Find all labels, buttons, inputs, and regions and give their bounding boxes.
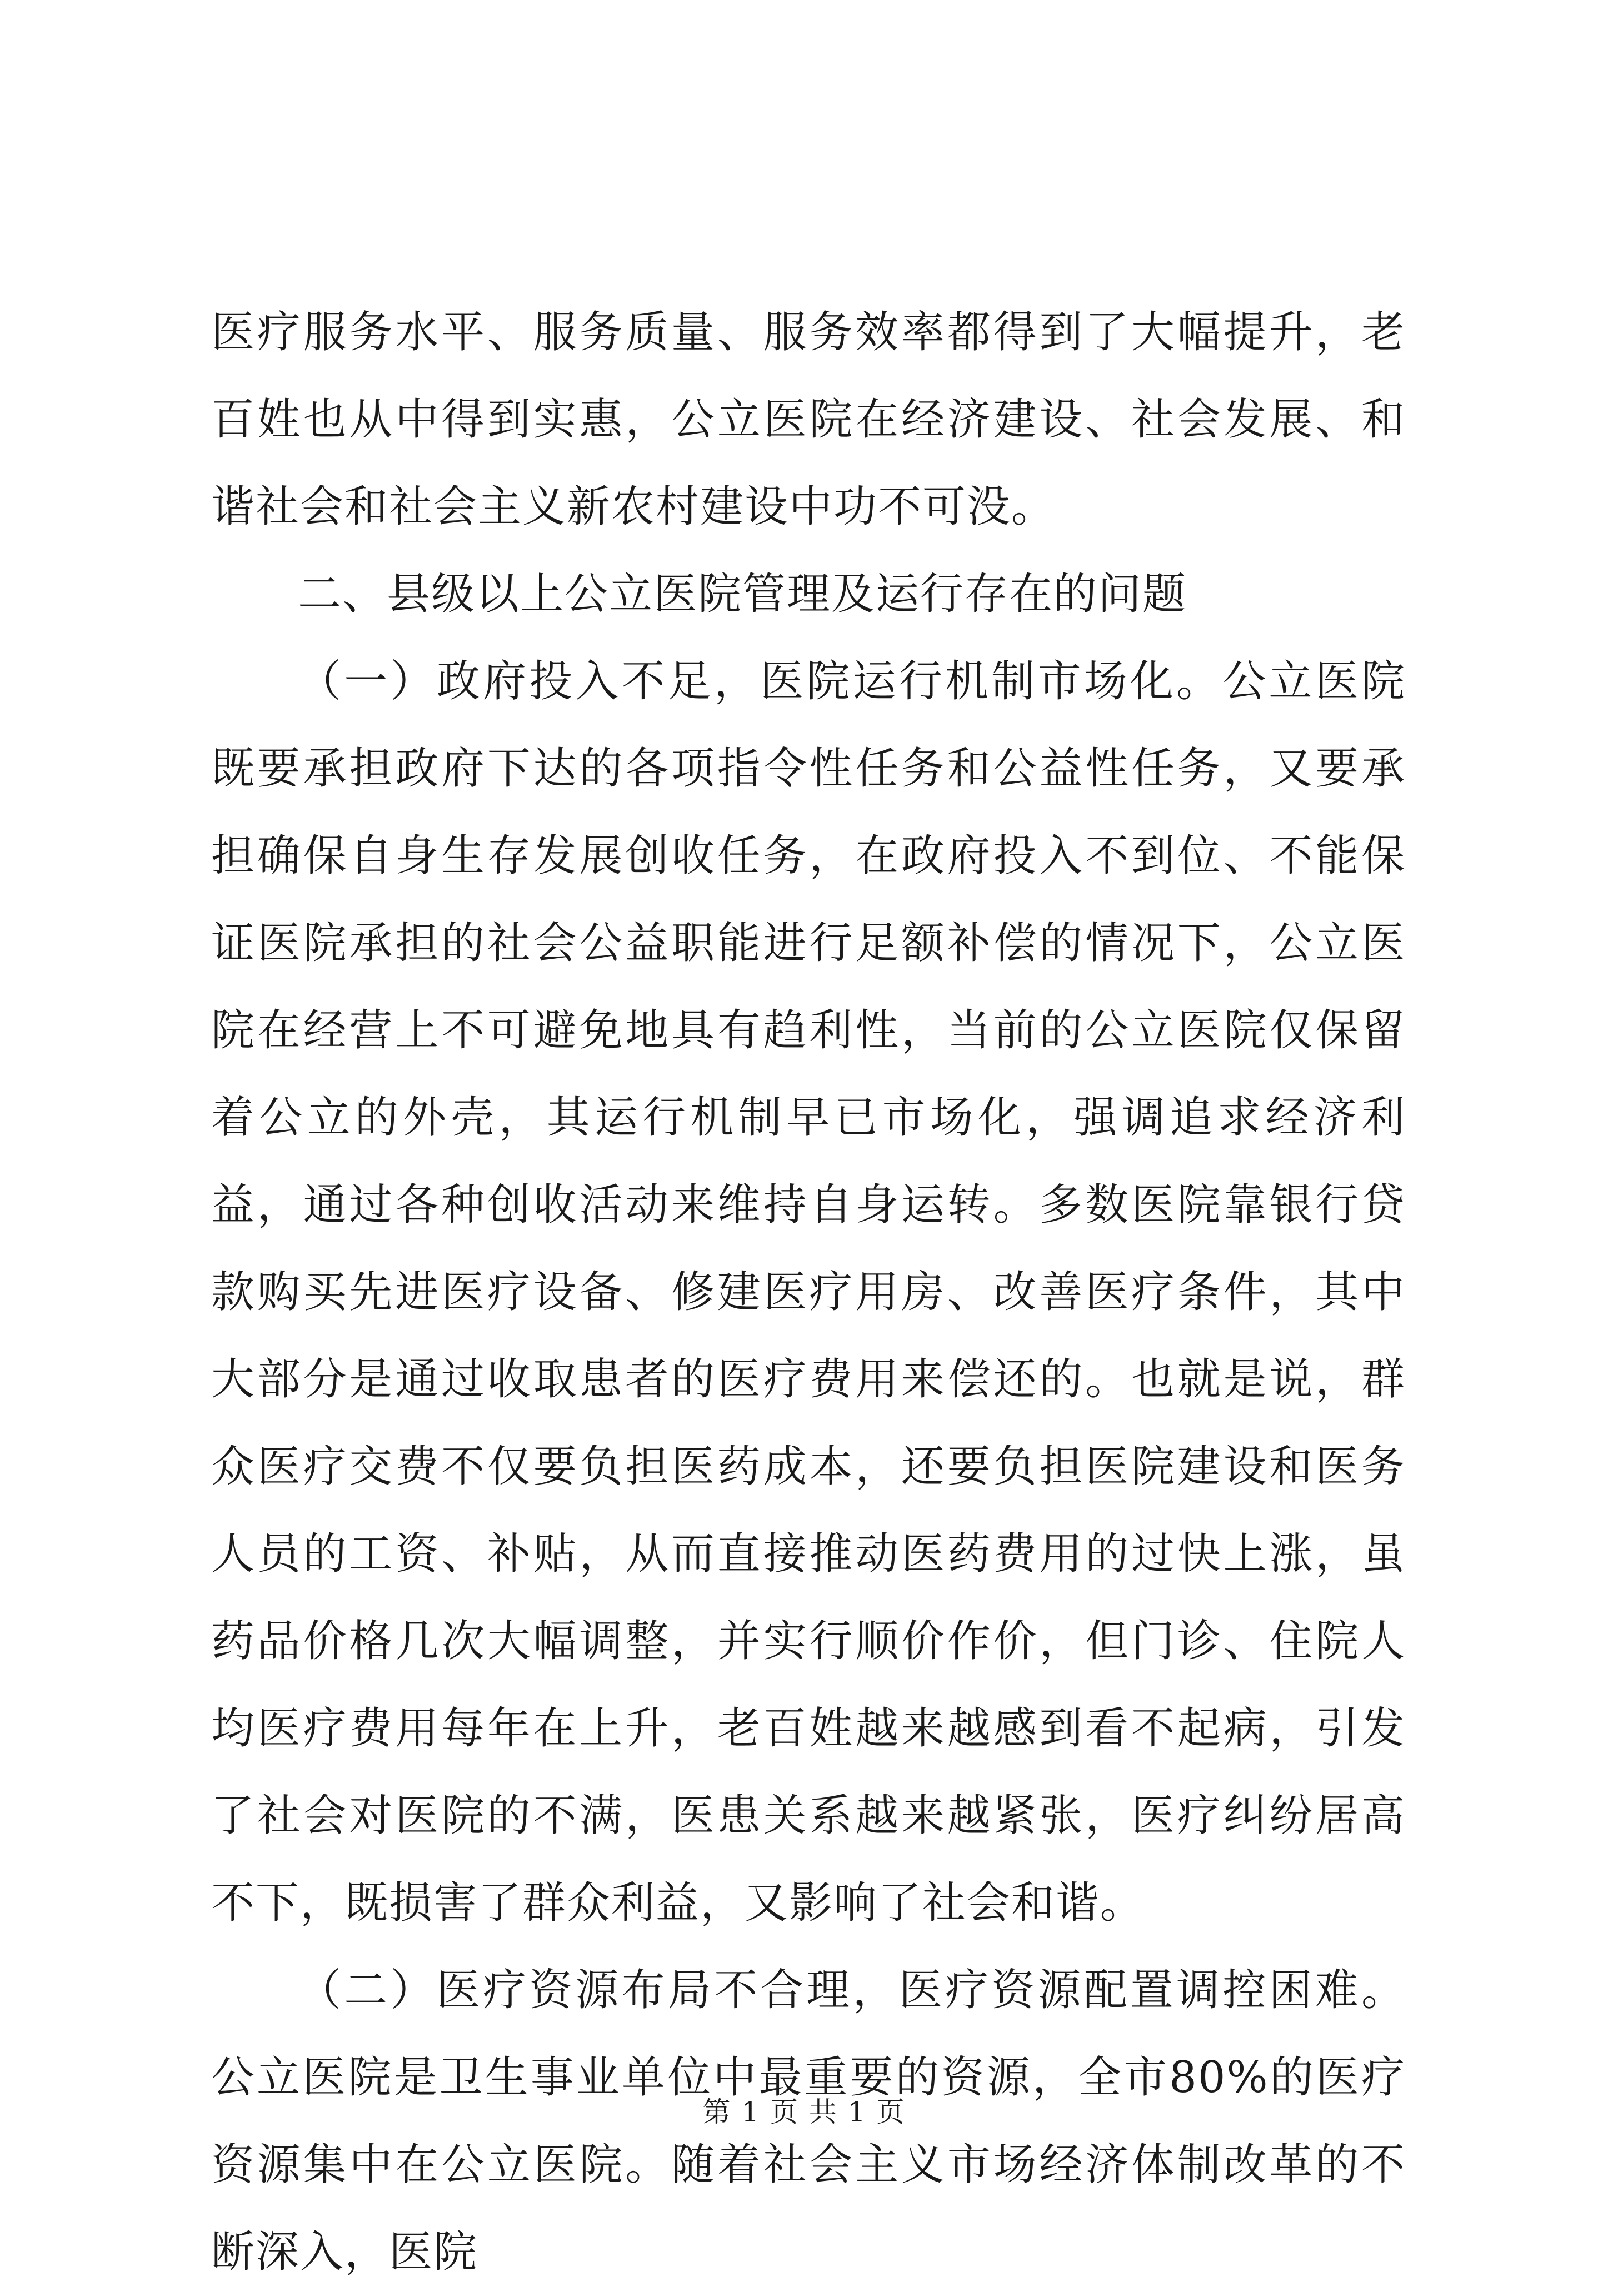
page-number: 第 1 页 共 1 页 (702, 2096, 906, 2128)
paragraph-continuation: 医疗服务水平、服务质量、服务效率都得到了大幅提升，老百姓也从中得到实惠，公立医院在经济建设、社会发展、和谐社会和社会主义新农村建设中功不可没。 (211, 307, 1406, 532)
paragraph-point-1: （一）政府投入不足，医院运行机制市场化。公立医院既要承担政府下达的各项指令性任务和公益性任务，又要承担确保自身生存发展创收任务，在政府投入不到位、不能保证医院承担的社会公益职能进行足额补偿的情况下，公立医院在经营上不可避免地具有趋利性，当前的公立医院仅保留着公立的外壳，其运行机制早已市场化，强调追求经济利益，通过各种创收活动来维持自身运转。多数医院靠银行贷款购买先进医疗设备、修建医疗用房、改善医疗条件，其中大部分是通过收取患者的医疗费用来偿还的。也就是说，群众医疗交费不仅要负担医药成本，还要负担医院建设和医务人员的工资、补贴，从而直接推动医药费用的过快上涨，虽药品价格几次大幅调整，并实行顺价作价，但门诊、住院人均医疗费用每年在上升，老百姓越来越感到看不起病，引发了社会对医院的不满，医患关系越来越紧张，医疗纠纷居高不下，既损害了群众利益，又影响了社会和谐。 (211, 656, 1406, 1928)
document-body (211, 289, 1406, 2296)
section-heading: 二、县级以上公立医院管理及运行存在的问题 (298, 569, 1187, 619)
paragraph-point-2: （二）医疗资源布局不合理，医疗资源配置调控困难。公立医院是卫生事业单位中最重要的资源，全市80%的医疗资源集中在公立医院。随着社会主义市场经济体制改革的不断深入，医院 (211, 1965, 1406, 2277)
